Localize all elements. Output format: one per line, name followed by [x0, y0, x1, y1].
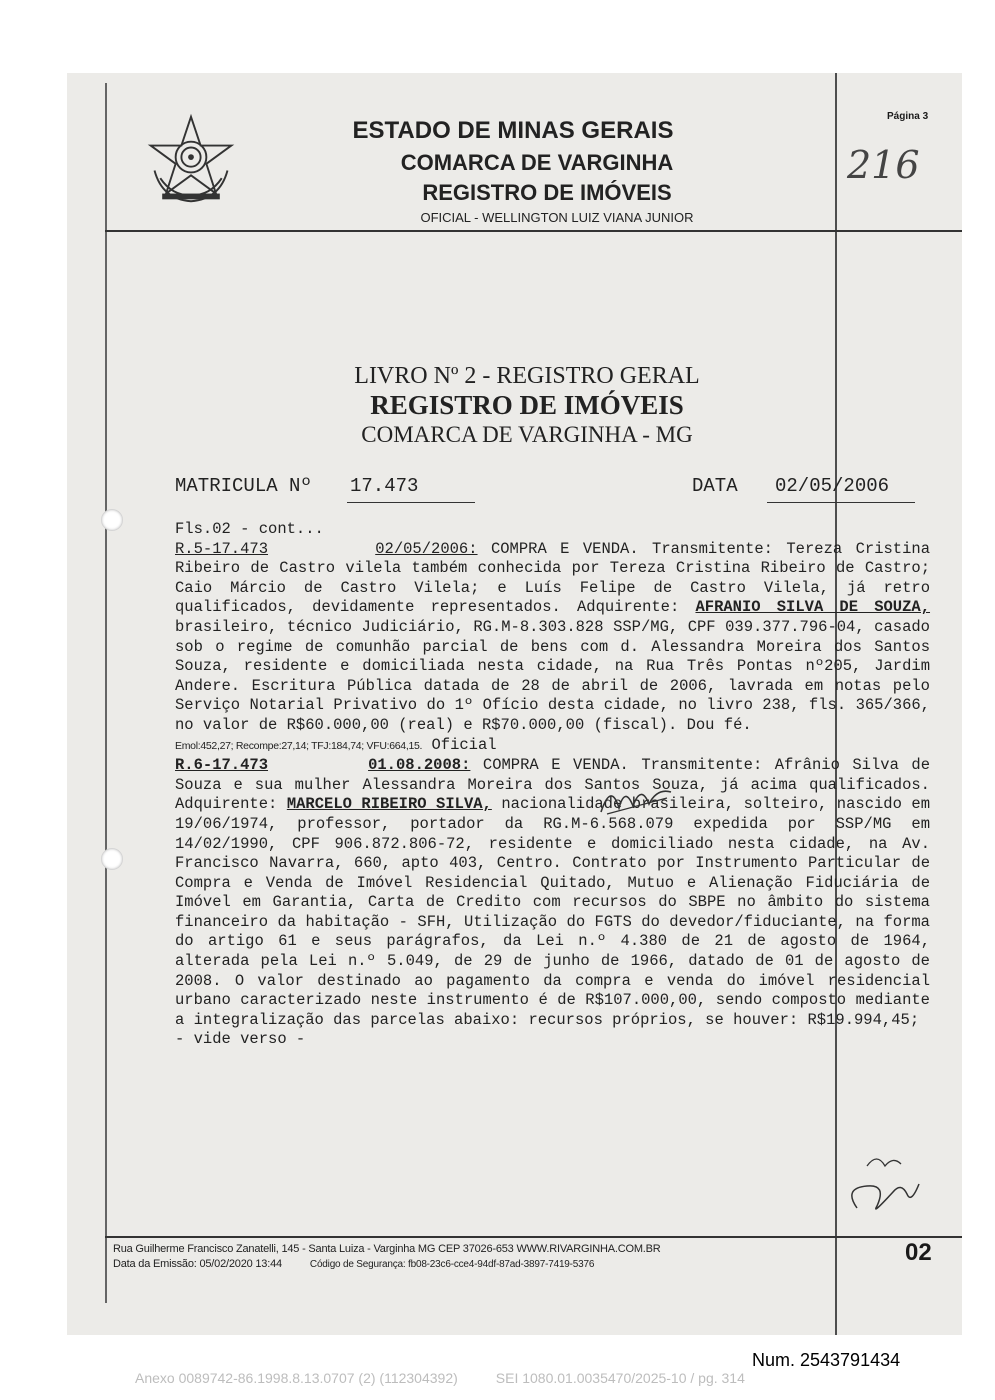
entry-text: COMPRA E VENDA. Transmitente: Afrânio Silva de Souza e sua mulher Alessandra Moreira dos Santos Souza, já acima qualificados. Adquirente: [175, 756, 930, 814]
date-label: DATA [692, 475, 738, 497]
buyer-name: AFRANIO SILVA DE SOUZA, [695, 598, 931, 617]
book-line-3: COMARCA DE VARGINHA - MG [361, 422, 693, 447]
entry-text: nacionalidade brasileira, solteiro, nascido em 19/06/1974, professor, portador da RG.M-6.568.079 expedida por SSP/MG em 14/02/1990, CPF 906.872.806-72, residente e domiciliado nesta cidade, na Av. Francisco Navarra, 660, apto 403, Centro. Contrato por Instrumento Particular de Compra e Venda de Imóvel Residencial Quitado, Mutuo e Alienação Fiduciária de Imóvel em Garantia, Carta de Credito com recursos do SBPE no âmbito do sistema financeiro da habitação - SFH, Utilização do FGTS do devedor/fiduciante, na forma do artigo 61 e seus parágrafos, da Lei n.º 4.380 de 21 de agosto de 1964, alterada pela Lei n.º 5.049, de 29 de junho de 1966, datado de 01 de agosto de 2008. O valor destinado ao pagamento da compra e venda do imóvel residencial urbano caracterizado neste instrumento é de R$107.000,00, sendo composto mediante a integralização das parcelas abaixo: recursos próprios, se houver: R$19.994,45; [175, 795, 931, 1029]
entry-date: 01.08.2008: [368, 756, 471, 775]
document-number: Num. 2543791434 [752, 1350, 901, 1370]
buyer-name: MARCELO RIBEIRO SILVA, [286, 795, 492, 814]
state-title: ESTADO DE MINAS GERAIS [352, 117, 674, 144]
entry-r5-fees [175, 736, 930, 757]
district-title: COMARCA DE VARGINHA [400, 150, 674, 175]
registry-entries [175, 520, 930, 1050]
footer-address: Rua Guilherme Francisco Zanatelli, 145 - Santa Luiza - Varginha MG CEP 37026-653 WWW.RIVARGINHA.COM.BR [113, 1243, 661, 1255]
punch-hole [101, 509, 123, 531]
coat-of-arms-icon [143, 111, 239, 207]
footer-emission [113, 1258, 594, 1270]
date-value: 02/05/2006 [775, 475, 890, 497]
verso-note: - vide verso - [175, 1030, 306, 1049]
entry-r6 [175, 756, 930, 1030]
registry-title: REGISTRO DE IMÓVEIS [422, 180, 672, 205]
left-margin-line [105, 83, 107, 1303]
book-line-1: LIVRO Nº 2 - REGISTRO GERAL [354, 363, 700, 389]
entry-id: R.6-17.473 [175, 756, 269, 775]
official-signature [597, 778, 677, 818]
continuation-note: Fls.02 - cont... [175, 520, 324, 538]
entry-r5 [175, 540, 930, 736]
security-code: Código de Segurança: fb08-23c6-cce4-94df-87ad-3897-7419-5376 [309, 1259, 595, 1270]
official-label: Oficial [422, 735, 497, 754]
emission-date: Data da Emissão: 05/02/2020 13:44 [113, 1258, 282, 1270]
header-rule [105, 230, 962, 232]
annex-reference: Anexo 0089742-86.1998.8.13.0707 (2) (112304392) [135, 1370, 458, 1386]
entry-id: R.5-17.473 [175, 539, 269, 558]
footer-rule [105, 1236, 962, 1238]
scanned-page [67, 73, 962, 1335]
page-label: Página 3 [887, 111, 929, 122]
entry-text: COMPRA E VENDA. Transmitente: Tereza Cristina Ribeiro de Castro vilela também conhecida por Tereza Cristina Ribeiro de Castro; Caio Márcio de Castro Vilela; e Luís Felipe de Castro Vilela, já retro qualificados, devidamente representados. Adquirente: [175, 539, 930, 617]
matricula-underline [347, 502, 475, 503]
date-underline [767, 502, 915, 503]
annex-stamp [135, 1370, 745, 1386]
sei-reference: SEI 1080.01.0035470/2025-10 / pg. 314 [495, 1370, 745, 1386]
matricula-label: MATRICULA Nº [175, 475, 312, 497]
fees: Emol:452,27; Recompe:27,14; TFJ:184,74; VFU:664,15. [175, 739, 423, 752]
folio-number: 02 [905, 1239, 932, 1266]
initials-signature [837, 1148, 927, 1218]
book-line-2: REGISTRO DE IMÓVEIS [370, 390, 684, 420]
official-name: OFICIAL - WELLINGTON LUIZ VIANA JUNIOR [420, 210, 694, 225]
handwritten-page-number: 216 [847, 143, 920, 187]
punch-hole [101, 848, 123, 870]
entry-text: brasileiro, técnico Judiciário, RG.M-8.303.828 SSP/MG, CPF 039.377.796-04, casado sob o regime de comunhão parcial de bens com d. Alessandra Moreira dos Santos Souza, residente e domiciliada nesta cidade, na Rua Três Pontas nº205, Jardim Andere. Escritura Pública datada de 28 de abril de 2006, lavrada em notas pelo Serviço Notarial Privativo do 1º Ofício desta cidade, no livro 238, fls. 365/366, no valor de R$60.000,00 (real) e R$70.000,00 (fiscal). Dou fé. [175, 617, 930, 734]
entry-date: 02/05/2006: [375, 539, 478, 558]
matricula-number: 17.473 [350, 475, 419, 497]
